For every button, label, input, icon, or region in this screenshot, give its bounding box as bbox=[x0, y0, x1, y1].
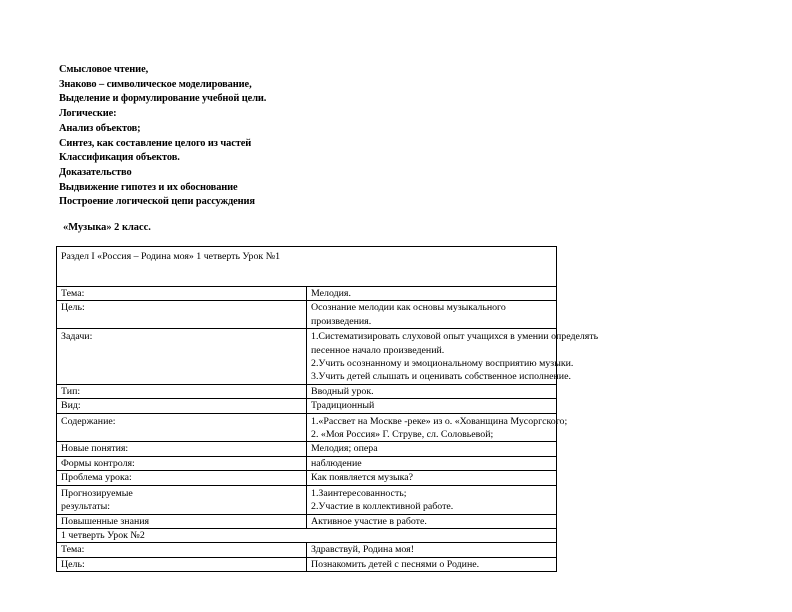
table-row bbox=[57, 456, 557, 470]
value-line: 2.Учить осознанному и эмоциональному восприятию музыки. bbox=[311, 358, 574, 370]
section-header: Раздел I «Россия – Родина моя» 1 четверть Урок №1 bbox=[57, 247, 557, 287]
row-label: Содержание: bbox=[57, 413, 307, 442]
table-row bbox=[57, 471, 557, 485]
row-value: Мелодия; опера bbox=[307, 442, 557, 456]
row-value bbox=[307, 329, 599, 385]
label-line: результаты: bbox=[61, 501, 110, 513]
table-row bbox=[57, 485, 557, 514]
row-label: Формы контроля: bbox=[57, 456, 307, 470]
table-row bbox=[57, 384, 557, 398]
value-line: 2. «Моя Россия» Г. Струве, сл. Соловьевой; bbox=[311, 429, 494, 441]
intro-line: Выдвижение гипотез и их обоснование bbox=[59, 181, 238, 193]
row-label: Тип: bbox=[57, 384, 307, 398]
intro-line: Выделение и формулирование учебной цели. bbox=[59, 93, 267, 105]
row-value: Здравствуй, Родина моя! bbox=[307, 543, 557, 557]
table-row bbox=[57, 413, 557, 442]
section2-header: 1 четверть Урок №2 bbox=[57, 528, 557, 542]
intro-line: Построение логической цепи рассуждения bbox=[59, 196, 255, 208]
table-row bbox=[57, 329, 557, 385]
row-value: Традиционный bbox=[307, 399, 557, 413]
row-value: Познакомить детей с песнями о Родине. bbox=[307, 557, 557, 571]
row-value: наблюдение bbox=[307, 456, 557, 470]
row-label: Цель: bbox=[57, 301, 307, 329]
table-row bbox=[57, 301, 557, 329]
table-row bbox=[57, 399, 557, 413]
row-label bbox=[57, 485, 307, 514]
intro-line: Доказательство bbox=[59, 166, 132, 178]
value-line: 3.Учить детей слышать и оценивать собственное исполнение. bbox=[311, 371, 571, 383]
table-row bbox=[57, 557, 557, 571]
section2-header-row bbox=[57, 528, 557, 542]
subject-title: «Музыка» 2 класс. bbox=[63, 222, 151, 233]
row-label: Новые понятия: bbox=[57, 442, 307, 456]
label-line: Прогнозируемые bbox=[61, 487, 133, 499]
value-line: 1.«Рассвет на Москве -реке» из о. «Хованщина Мусоргского; bbox=[311, 415, 568, 427]
table-row bbox=[57, 514, 557, 528]
row-label: Проблема урока: bbox=[57, 471, 307, 485]
value-line: 1.Заинтересованность; bbox=[311, 487, 407, 499]
intro-text bbox=[59, 63, 266, 210]
intro-line: Анализ объектов; bbox=[59, 122, 141, 134]
row-value: Осознание мелодии как основы музыкального произведения. bbox=[307, 301, 557, 329]
row-label: Цель: bbox=[57, 557, 307, 571]
value-line: 2.Участие в коллективной работе. bbox=[311, 501, 454, 513]
row-label: Задачи: bbox=[57, 329, 307, 385]
intro-line: Знаково – символическое моделирование, bbox=[59, 78, 252, 90]
row-value: Как появляется музыка? bbox=[307, 471, 557, 485]
row-value: Вводный урок. bbox=[307, 384, 557, 398]
lesson-table bbox=[56, 246, 599, 572]
row-label: Тема: bbox=[57, 543, 307, 557]
value-line: песенное начало произведений. bbox=[311, 344, 445, 356]
intro-line: Смысловое чтение, bbox=[59, 64, 149, 75]
row-label: Тема: bbox=[57, 287, 307, 301]
table-row bbox=[57, 442, 557, 456]
row-value bbox=[307, 413, 568, 442]
row-value bbox=[307, 485, 557, 514]
row-label: Повышенные знания bbox=[57, 514, 307, 528]
table-row bbox=[57, 287, 557, 301]
table-row bbox=[57, 543, 557, 557]
intro-line: Синтез, как составление целого из частей bbox=[59, 137, 252, 149]
row-value: Активное участие в работе. bbox=[307, 514, 557, 528]
table-header-row bbox=[57, 247, 557, 287]
intro-line: Классификация объектов. bbox=[59, 152, 180, 164]
row-value: Мелодия. bbox=[307, 287, 557, 301]
row-label: Вид: bbox=[57, 399, 307, 413]
value-line: 1.Систематизировать слуховой опыт учащихся в умении определять bbox=[311, 331, 599, 343]
intro-line: Логические: bbox=[59, 108, 117, 120]
